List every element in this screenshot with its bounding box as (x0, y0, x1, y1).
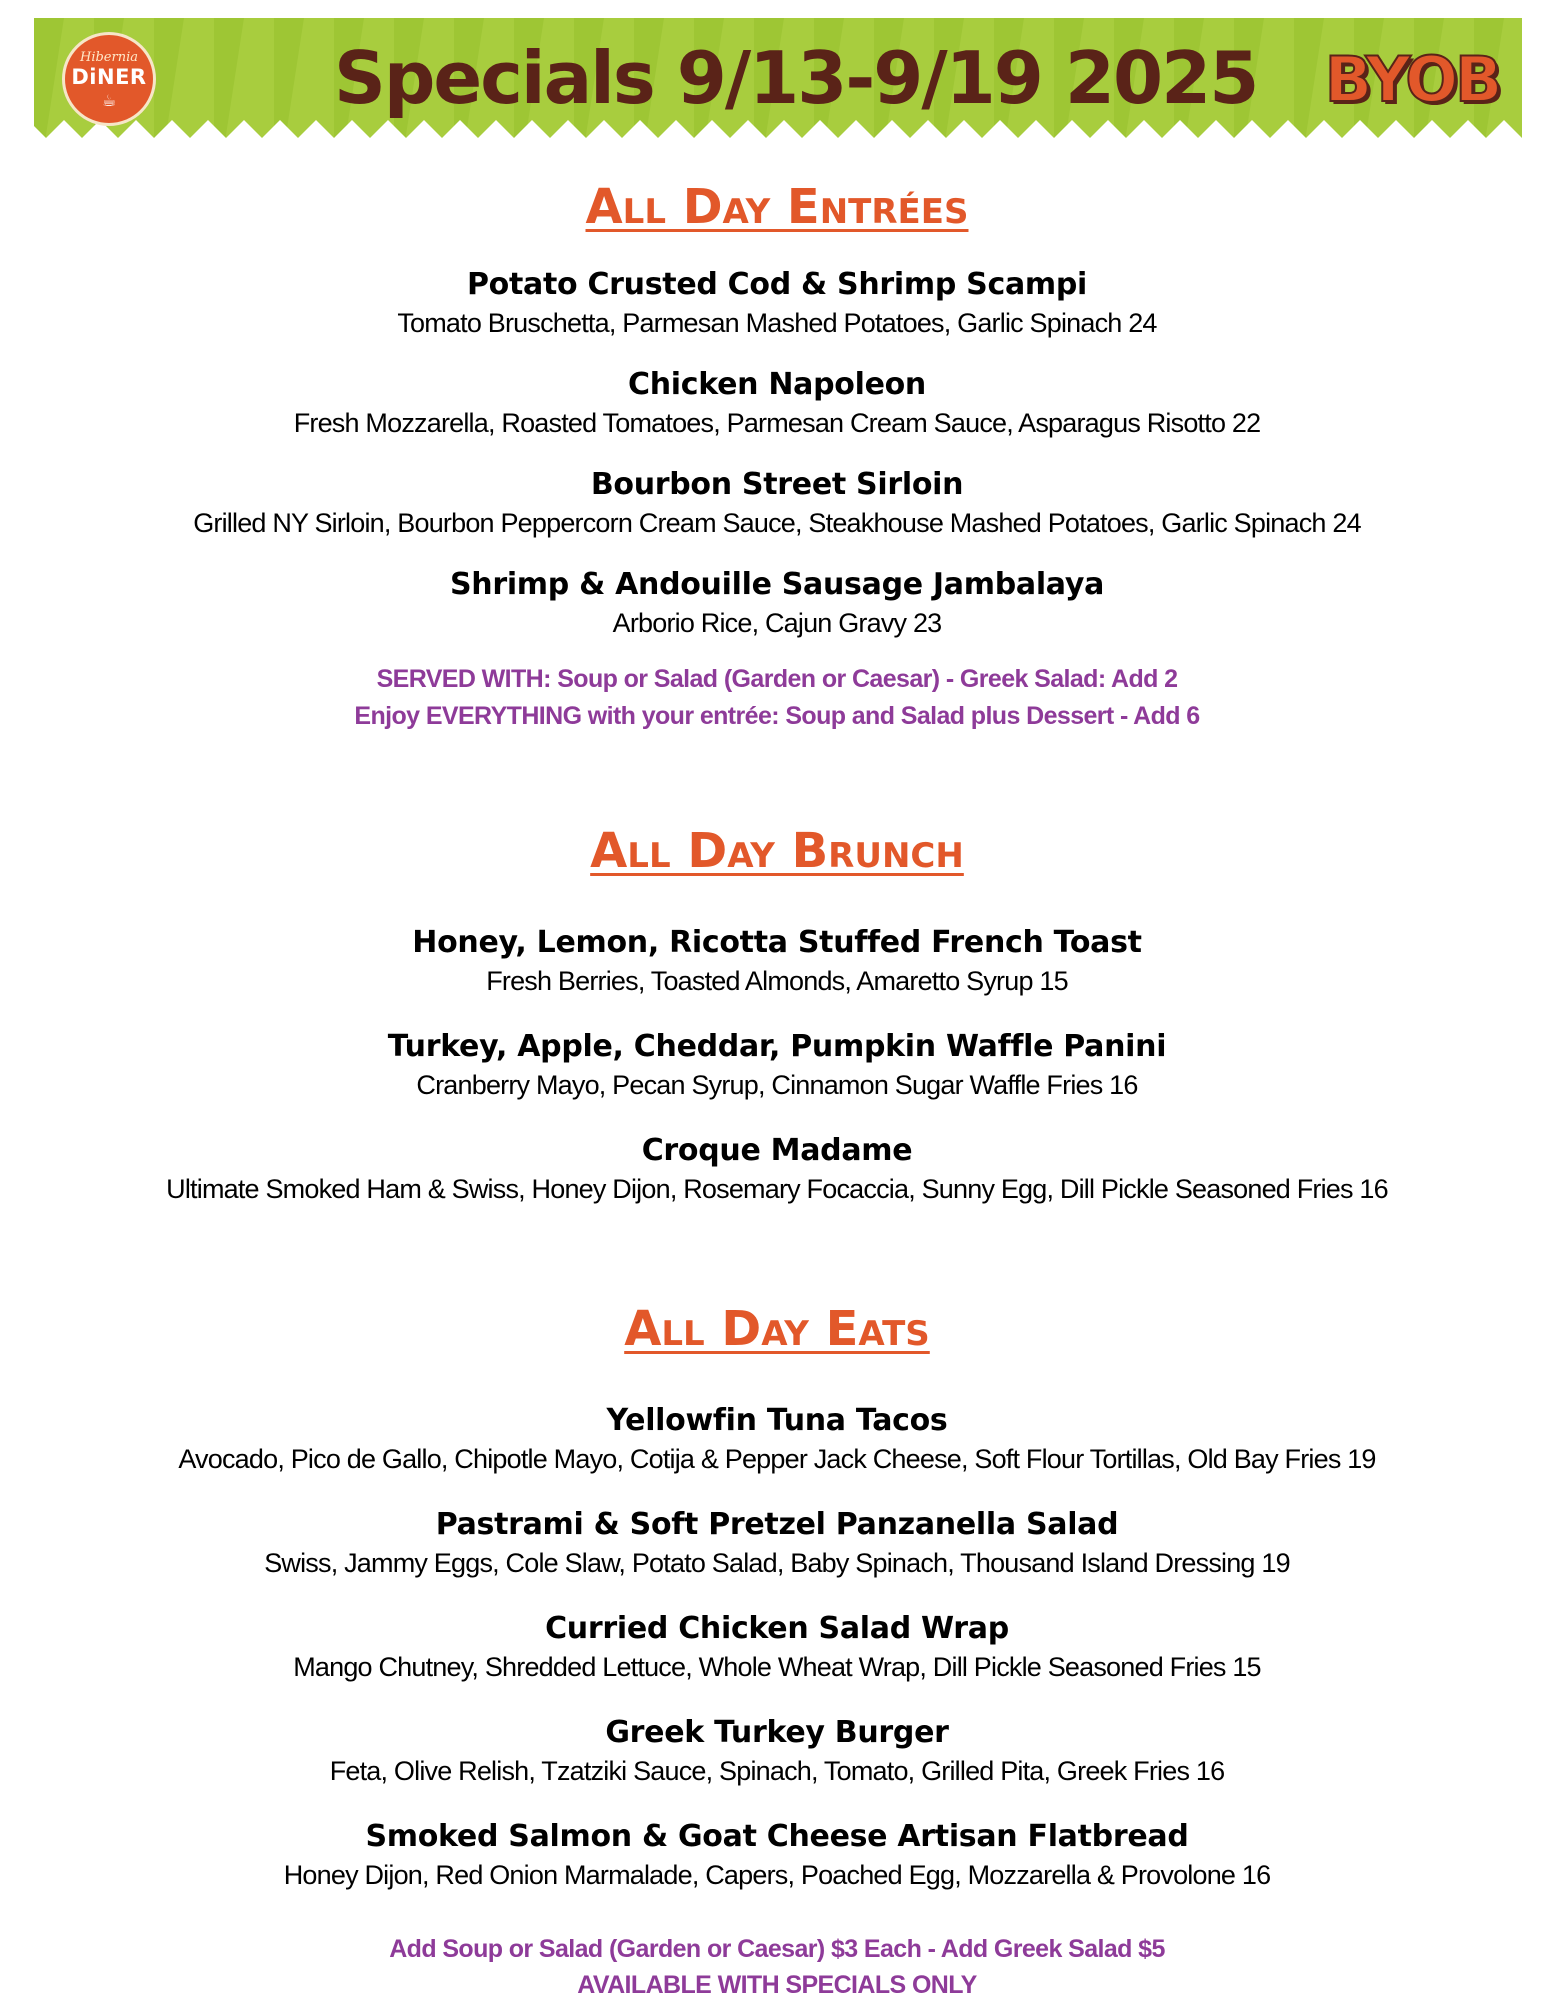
item-desc: Honey Dijon, Red Onion Marmalade, Capers, Poached Egg, Mozzarella & Provolone 16 (283, 1860, 1271, 1890)
item-name: Chicken Napoleon (628, 367, 926, 402)
item-name: Croque Madame (641, 1133, 913, 1168)
logo-script-text: Hibernia (79, 50, 138, 65)
item-desc: Swiss, Jammy Eggs, Cole Slaw, Potato Salad, Baby Spinach, Thousand Island Dressing 19 (264, 1548, 1290, 1578)
item-name: Greek Turkey Burger (605, 1715, 949, 1750)
byob-badge: BYOB (1324, 43, 1500, 116)
entrees-note: Enjoy EVERYTHING with your entrée: Soup and Salad plus Dessert - Add 6 (354, 702, 1200, 730)
section-title-brunch-text: All Day Brunch (590, 823, 964, 879)
logo-word-text: DiNER (71, 65, 147, 89)
header-banner (34, 18, 1522, 148)
item-desc: Arborio Rice, Cajun Gravy 23 (612, 608, 942, 638)
item-name: Pastrami & Soft Pretzel Panzanella Salad (435, 1507, 1119, 1542)
entrees-note: SERVED WITH: Soup or Salad (Garden or Caesar) - Greek Salad: Add 2 (376, 665, 1178, 693)
item-desc: Tomato Bruschetta, Parmesan Mashed Potatoes, Garlic Spinach 24 (397, 308, 1157, 338)
item-desc: Avocado, Pico de Gallo, Chipotle Mayo, Cotija & Pepper Jack Cheese, Soft Flour Tortillas, Old Bay Fries 19 (178, 1444, 1376, 1474)
item-name: Bourbon Street Sirloin (590, 467, 964, 502)
section-title-eats (0, 1300, 1554, 1358)
section-title-eats-text: All Day Eats (624, 1301, 930, 1357)
item-desc: Cranberry Mayo, Pecan Syrup, Cinnamon Sugar Waffle Fries 16 (416, 1070, 1138, 1100)
item-name: Potato Crusted Cod & Shrimp Scampi (466, 267, 1088, 302)
section-title-entrees-text: All Day Entrées (585, 179, 969, 235)
item-name: Curried Chicken Salad Wrap (545, 1611, 1009, 1646)
item-name: Turkey, Apple, Cheddar, Pumpkin Waffle Panini (387, 1029, 1167, 1064)
item-name: Shrimp & Andouille Sausage Jambalaya (449, 567, 1105, 602)
item-desc: Fresh Berries, Toasted Almonds, Amaretto Syrup 15 (486, 966, 1068, 996)
item-name: Honey, Lemon, Ricotta Stuffed French Toast (412, 925, 1142, 960)
item-desc: Fresh Mozzarella, Roasted Tomatoes, Parmesan Cream Sauce, Asparagus Risotto 22 (293, 408, 1261, 438)
eats-note: AVAILABLE WITH SPECIALS ONLY (577, 1971, 977, 1999)
section-title-entrees (0, 178, 1554, 236)
eats-note: Add Soup or Salad (Garden or Caesar) $3 Each - Add Greek Salad $5 (389, 1935, 1165, 1963)
item-desc: Grilled NY Sirloin, Bourbon Peppercorn Cream Sauce, Steakhouse Mashed Potatoes, Garlic Spinach 24 (193, 508, 1361, 538)
diner-logo (62, 32, 156, 126)
item-desc: Ultimate Smoked Ham & Swiss, Honey Dijon, Rosemary Focaccia, Sunny Egg, Dill Pickle Seasoned Fries 16 (166, 1174, 1388, 1204)
item-desc: Feta, Olive Relish, Tzatziki Sauce, Spinach, Tomato, Grilled Pita, Greek Fries 16 (329, 1756, 1225, 1786)
coffee-cup-icon: ☕ (101, 93, 117, 110)
item-name: Yellowfin Tuna Tacos (606, 1403, 948, 1438)
section-title-brunch (0, 822, 1554, 880)
item-name: Smoked Salmon & Goat Cheese Artisan Flatbread (365, 1819, 1189, 1854)
item-desc: Mango Chutney, Shredded Lettuce, Whole Wheat Wrap, Dill Pickle Seasoned Fries 15 (293, 1652, 1261, 1682)
page-title: Specials 9/13-9/19 2025 (334, 36, 1258, 120)
